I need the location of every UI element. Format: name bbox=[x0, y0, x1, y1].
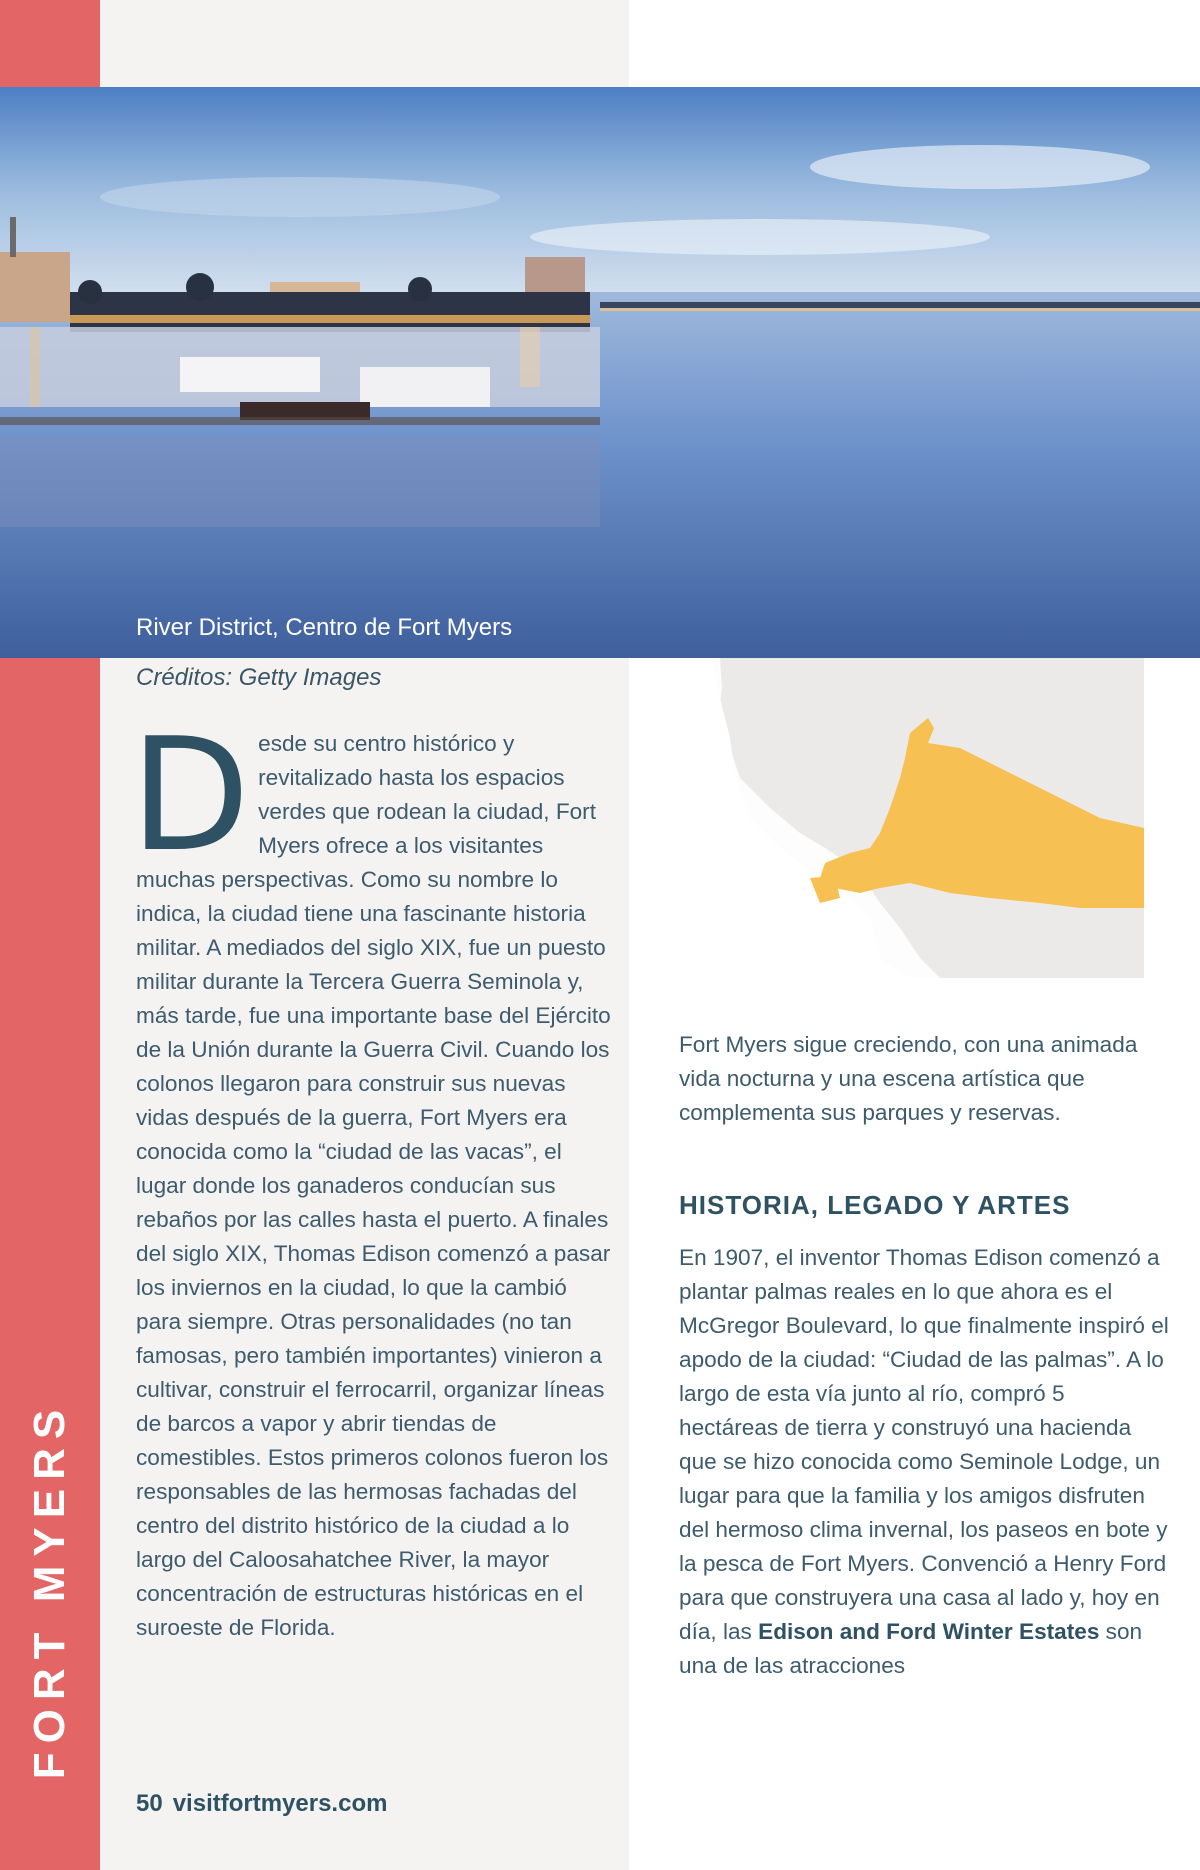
section-heading: HISTORIA, LEGADO Y ARTES bbox=[679, 1190, 1071, 1220]
river-district-photo bbox=[0, 87, 1200, 658]
history-text-end: son una de las atracciones bbox=[679, 1619, 1143, 1678]
article-body-right-intro bbox=[679, 1028, 1159, 1130]
florida-map bbox=[660, 658, 1144, 978]
drop-cap: D bbox=[130, 704, 251, 886]
vertical-brand-title: FORT MYERS bbox=[25, 1400, 74, 1780]
article-body-left bbox=[130, 704, 616, 1645]
locator-map bbox=[660, 658, 1144, 978]
photo-credits: Créditos: Getty Images bbox=[136, 664, 382, 691]
accent-band-top bbox=[0, 0, 100, 87]
history-paragraph bbox=[679, 1241, 1169, 1683]
history-text: En 1907, el inventor Thomas Edison comenzó a plantar palmas reales en lo que ahora es el McGregor Boulevard, lo que finalmente inspiró el apodo de la ciudad: “Ciudad de las palmas”. A lo largo de esta vía junto al río, compró 5 hectáreas de tierra y construyó una hacienda que se hizo conocida como Seminole Lodge, un lugar para que la familia y los amigos disfruten del hermoso clima invernal, los paseos en bote y la pesca de Fort Myers. Convenció a Henry Ford para que construyera una casa al lado y, hoy en día, las bbox=[679, 1245, 1169, 1644]
page-footer bbox=[136, 1790, 387, 1818]
growth-paragraph: Fort Myers sigue creciendo, con una animada vida nocturna y una escena artística que complementa sus parques y reservas. bbox=[679, 1032, 1138, 1125]
edison-ford-link-text: Edison and Ford Winter Estates bbox=[758, 1619, 1100, 1644]
page-number: 50 bbox=[136, 1790, 163, 1817]
article-body-right bbox=[679, 1241, 1169, 1683]
hero-caption: River District, Centro de Fort Myers bbox=[136, 614, 513, 641]
hero-photo bbox=[0, 87, 1200, 658]
footer-url[interactable]: visitfortmyers.com bbox=[172, 1790, 388, 1817]
intro-paragraph: esde su centro histórico y revitalizado hasta los espacios verdes que rodean la ciudad, Fort Myers ofrece a los visitantes muchas perspectivas. Como su nombre lo indica, la ciudad tiene una fascinante historia militar. A mediados del siglo XIX, fue un puesto militar durante la Tercera Guerra Seminola y, más tarde, fue una importante base del Ejército de la Unión durante la Guerra Civil. Cuando los colonos llegaron para construir sus nuevas vidas después de la guerra, Fort Myers era conocida como la “ciudad de las vacas”, el lugar donde los ganaderos conducían sus rebaños por las calles hasta el puerto. A finales del siglo XIX, Thomas Edison comenzó a pasar los inviernos en la ciudad, lo que la cambió para siempre. Otras personalidades (no tan famosas, pero también importantes) vinieron a cultivar, construir el ferrocarril, organizar líneas de barcos a vapor y abrir tiendas de comestibles. Estos primeros colonos fueron los responsables de las hermosas fachadas del centro del distrito histórico de la ciudad a lo largo del Caloosahatchee River, la mayor concentración de estructuras históricas en el suroeste de Florida. bbox=[136, 731, 611, 1640]
